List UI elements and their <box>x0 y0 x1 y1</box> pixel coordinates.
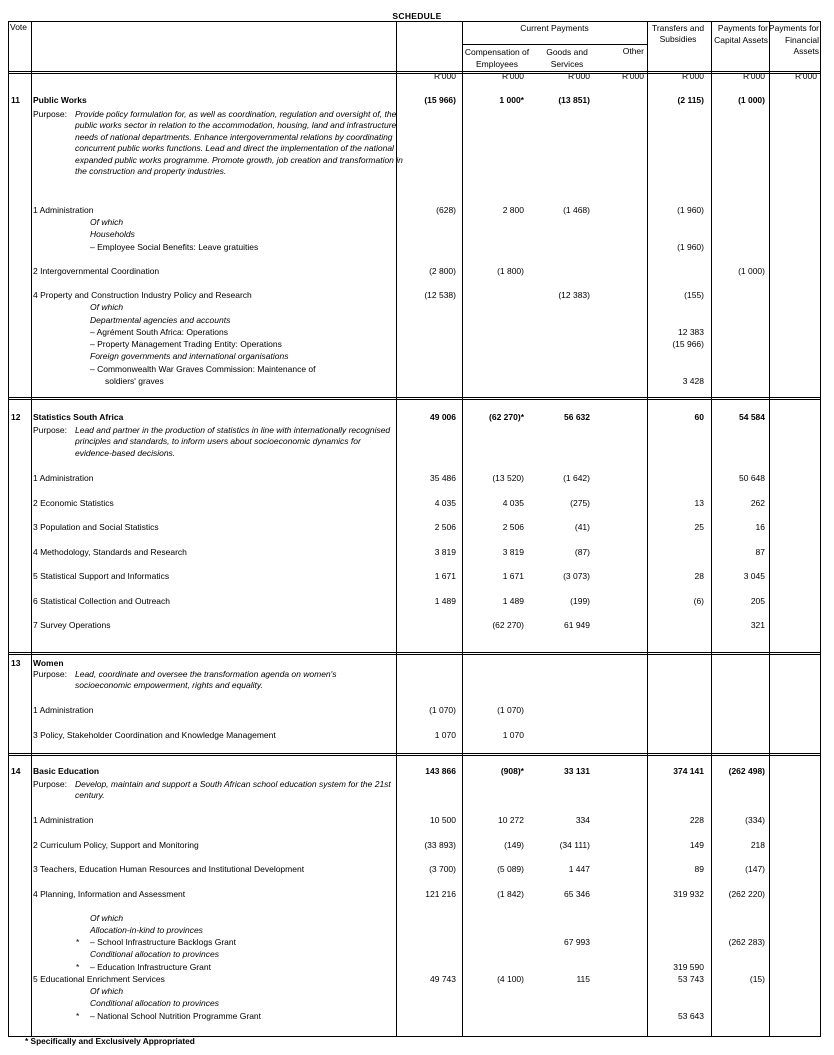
line-item-detail: Of which <box>90 217 124 227</box>
unit-label-financial: R'000 <box>795 71 817 81</box>
purpose-text: Develop, maintain and support a South African school education system for the 21st century. <box>75 779 391 801</box>
appropriation-star: * <box>76 1011 80 1021</box>
line-item-detail: – Employee Social Benefits: Leave gratuities <box>90 242 259 252</box>
amount-goods: (87) <box>574 547 590 557</box>
amount-capital: (1 000) <box>738 266 765 276</box>
header-current-payments: Current Payments <box>520 23 589 33</box>
programme-line: 5 Educational Enrichment Services <box>33 974 165 984</box>
amount-transfers: 319 932 <box>673 889 704 899</box>
amount-capital: (262 283) <box>728 937 765 947</box>
amount-comp: (13 520) <box>492 473 524 483</box>
purpose-text: Lead and partner in the production of statistics in line with internationally recognised principles and standards, to inform users about socioeconomic dynamics for evidence-based decisions. <box>75 425 391 458</box>
amount-goods: 334 <box>575 815 590 825</box>
amount-total: (3 700) <box>429 864 456 874</box>
header-divider <box>462 44 647 45</box>
amount-transfers: 53 743 <box>678 974 704 984</box>
vote-total-comp: (62 270)* <box>489 412 524 422</box>
vote-total-transfers: 374 141 <box>673 766 704 776</box>
amount-goods: 1 447 <box>568 864 590 874</box>
header-goods: Goods and Services <box>546 47 588 69</box>
amount-goods: 115 <box>576 974 590 984</box>
programme-line: 1 Administration <box>33 205 94 215</box>
vote-total-total: 143 866 <box>425 766 456 776</box>
vote-number: 13 <box>11 658 21 668</box>
programme-line: 7 Survey Operations <box>33 620 111 630</box>
vote-number: 11 <box>11 95 20 105</box>
amount-transfers: 89 <box>694 864 704 874</box>
programme-line: 4 Methodology, Standards and Research <box>33 547 187 557</box>
purpose-label: Purpose: <box>33 669 68 679</box>
programme-line: 2 Economic Statistics <box>33 498 114 508</box>
schedule-title: SCHEDULE <box>392 11 442 21</box>
amount-goods: (275) <box>570 498 590 508</box>
amount-transfers: 13 <box>694 498 704 508</box>
programme-line: 5 Statistical Support and Informatics <box>33 571 170 581</box>
amount-capital: 218 <box>750 840 765 850</box>
line-item-detail: – School Infrastructure Backlogs Grant <box>90 937 236 947</box>
line-item-detail: Departmental agencies and accounts <box>90 315 231 325</box>
amount-capital: 87 <box>755 547 765 557</box>
amount-transfers: (6) <box>693 596 704 606</box>
amount-total: 1 671 <box>434 571 456 581</box>
line-item-detail: Of which <box>90 913 124 923</box>
header-transfers: Transfers and Subsidies <box>651 23 705 44</box>
amount-comp: 3 819 <box>502 547 524 557</box>
vote-name: Women <box>33 658 64 668</box>
amount-transfers: 3 428 <box>682 376 704 386</box>
header-vote: Vote <box>10 22 28 32</box>
vote-total-goods: (13 851) <box>558 95 590 105</box>
amount-total: 3 819 <box>434 547 456 557</box>
amount-total: (33 893) <box>424 840 456 850</box>
programme-line: 3 Policy, Stakeholder Coordination and Knowledge Management <box>33 730 276 740</box>
col-divider <box>462 22 463 1036</box>
amount-comp: 1 671 <box>502 571 524 581</box>
programme-line: 2 Curriculum Policy, Support and Monitoring <box>33 840 199 850</box>
purpose-label: Purpose: <box>33 109 68 119</box>
vote-total-transfers: 60 <box>694 412 704 422</box>
vote-number: 14 <box>11 766 21 776</box>
amount-capital: (262 220) <box>728 889 765 899</box>
amount-capital: (15) <box>749 974 765 984</box>
amount-capital: 3 045 <box>743 571 765 581</box>
amount-transfers: (155) <box>684 290 704 300</box>
amount-goods: (199) <box>570 596 590 606</box>
line-item-detail: Conditional allocation to provinces <box>90 949 219 959</box>
amount-transfers: 25 <box>694 522 704 532</box>
vote-number: 12 <box>11 412 21 422</box>
line-item-detail: soldiers' graves <box>105 376 164 386</box>
programme-line: 6 Statistical Collection and Outreach <box>33 596 171 606</box>
appropriation-star: * <box>76 962 80 972</box>
vote-total-goods: 33 131 <box>564 766 590 776</box>
amount-comp: 4 035 <box>502 498 524 508</box>
line-item-detail: – Agrément South Africa: Operations <box>90 327 228 337</box>
line-item-detail: – Property Management Trading Entity: Operations <box>90 339 282 349</box>
header-capital: Payments for Capital Assets <box>714 23 768 45</box>
col-divider <box>769 22 770 1036</box>
amount-comp: (4 100) <box>497 974 524 984</box>
amount-capital: (147) <box>745 864 765 874</box>
amount-goods: 61 949 <box>564 620 590 630</box>
line-item-detail: Of which <box>90 986 124 996</box>
amount-transfers: (1 960) <box>677 205 704 215</box>
purpose-text: Provide policy formulation for, as well as coordination, regulation and oversight of, the public works sector in relation to the accommodation, housing, land and infrastructure needs of national departments. Enhance intergovernmental relations by coordinating concurrent public works functions. Lead and direct the implementation of the national expanded public works programme. Promote growth, job creation and transformation in the construction and property industries. <box>75 109 403 177</box>
amount-comp: (149) <box>504 840 524 850</box>
amount-total: 4 035 <box>434 498 456 508</box>
amount-total: 2 506 <box>434 522 456 532</box>
amount-transfers: (15 966) <box>672 339 704 349</box>
programme-line: 3 Population and Social Statistics <box>33 522 159 532</box>
amount-total: (1 070) <box>429 705 456 715</box>
amount-transfers: 53 643 <box>678 1011 704 1021</box>
amount-goods: (34 111) <box>559 840 590 850</box>
unit-label-transfers: R'000 <box>682 71 704 81</box>
vote-total-capital: (1 000) <box>738 95 765 105</box>
appropriation-star: * <box>76 937 80 947</box>
amount-capital: 262 <box>750 498 765 508</box>
amount-total: 35 486 <box>430 473 456 483</box>
header-other: Other <box>622 46 644 56</box>
vote-total-transfers: (2 115) <box>677 95 704 105</box>
amount-capital: 50 648 <box>739 473 765 483</box>
amount-capital: 205 <box>750 596 765 606</box>
amount-goods: (12 383) <box>558 290 590 300</box>
vote-separator <box>9 753 820 756</box>
vote-separator <box>9 397 820 400</box>
amount-total: (12 538) <box>424 290 456 300</box>
vote-total-comp: 1 000* <box>499 95 524 105</box>
amount-comp: 1 489 <box>502 596 524 606</box>
purpose-label: Purpose: <box>33 779 68 789</box>
amount-goods: (3 073) <box>563 571 590 581</box>
amount-capital: (334) <box>745 815 765 825</box>
amount-total: (2 800) <box>429 266 456 276</box>
line-item-detail: – National School Nutrition Programme Grant <box>90 1011 262 1021</box>
vote-total-comp: (908)* <box>500 766 524 776</box>
unit-label-total: R'000 <box>434 71 456 81</box>
vote-name: Basic Education <box>33 766 100 776</box>
amount-goods: 67 993 <box>564 937 590 947</box>
amount-comp: (1 800) <box>497 266 524 276</box>
amount-transfers: 28 <box>694 571 704 581</box>
programme-line: 1 Administration <box>33 705 94 715</box>
line-item-detail: Conditional allocation to provinces <box>90 998 219 1008</box>
amount-comp: (1 070) <box>497 705 524 715</box>
amount-total: 49 743 <box>430 974 456 984</box>
amount-transfers: 149 <box>689 840 704 850</box>
unit-label-goods: R'000 <box>568 71 590 81</box>
header-financial: Payments for Financial Assets <box>768 23 819 56</box>
line-item-detail: Households <box>90 229 135 239</box>
vote-name: Statistics South Africa <box>33 412 124 422</box>
purpose-text: Lead, coordinate and oversee the transformation agenda on women's socioeconomic empowerment, rights and equality. <box>75 669 337 691</box>
amount-transfers: 319 590 <box>673 962 704 972</box>
vote-total-capital: 54 584 <box>739 412 765 422</box>
line-item-detail: Foreign governments and international organisations <box>90 351 289 361</box>
amount-transfers: 228 <box>689 815 704 825</box>
amount-goods: (1 468) <box>563 205 590 215</box>
line-item-detail: – Education Infrastructure Grant <box>90 962 211 972</box>
line-item-detail: Allocation-in-kind to provinces <box>90 925 203 935</box>
vote-total-total: 49 006 <box>430 412 456 422</box>
amount-goods: 65 346 <box>564 889 590 899</box>
unit-label-capital: R'000 <box>743 71 765 81</box>
amount-comp: (1 842) <box>497 889 524 899</box>
programme-line: 2 Intergovernmental Coordination <box>33 266 160 276</box>
amount-total: 121 216 <box>425 889 456 899</box>
amount-total: (628) <box>436 205 456 215</box>
programme-line: 4 Planning, Information and Assessment <box>33 889 186 899</box>
amount-capital: 321 <box>750 620 765 630</box>
programme-line: 1 Administration <box>33 473 94 483</box>
amount-comp: 2 800 <box>502 205 524 215</box>
vote-name: Public Works <box>33 95 87 105</box>
amount-transfers: (1 960) <box>677 242 704 252</box>
amount-total: 1 489 <box>434 596 456 606</box>
vote-separator <box>9 652 820 655</box>
programme-line: 4 Property and Construction Industry Policy and Research <box>33 290 252 300</box>
unit-label-other: R'000 <box>622 71 644 81</box>
header-compensation: Compensation of Employees <box>464 47 530 69</box>
programme-line: 3 Teachers, Education Human Resources and Institutional Development <box>33 864 305 874</box>
amount-total: 1 070 <box>434 730 456 740</box>
vote-total-total: (15 966) <box>424 95 456 105</box>
amount-capital: 16 <box>755 522 765 532</box>
amount-goods: (1 642) <box>563 473 590 483</box>
amount-comp: (62 270) <box>492 620 524 630</box>
amount-comp: (5 089) <box>497 864 524 874</box>
programme-line: 1 Administration <box>33 815 94 825</box>
purpose-label: Purpose: <box>33 425 68 435</box>
amount-total: 10 500 <box>430 815 456 825</box>
vote-total-capital: (262 498) <box>728 766 765 776</box>
unit-label-comp: R'000 <box>502 71 524 81</box>
col-divider <box>31 22 32 1036</box>
amount-comp: 2 506 <box>502 522 524 532</box>
line-item-detail: Of which <box>90 302 124 312</box>
line-item-detail: – Commonwealth War Graves Commission: Maintenance of <box>90 364 316 374</box>
amount-comp: 10 272 <box>498 815 524 825</box>
footnote: * Specifically and Exclusively Appropriated <box>25 1036 195 1046</box>
amount-transfers: 12 383 <box>678 327 704 337</box>
amount-comp: 1 070 <box>502 730 524 740</box>
amount-goods: (41) <box>574 522 590 532</box>
vote-total-goods: 56 632 <box>564 412 590 422</box>
